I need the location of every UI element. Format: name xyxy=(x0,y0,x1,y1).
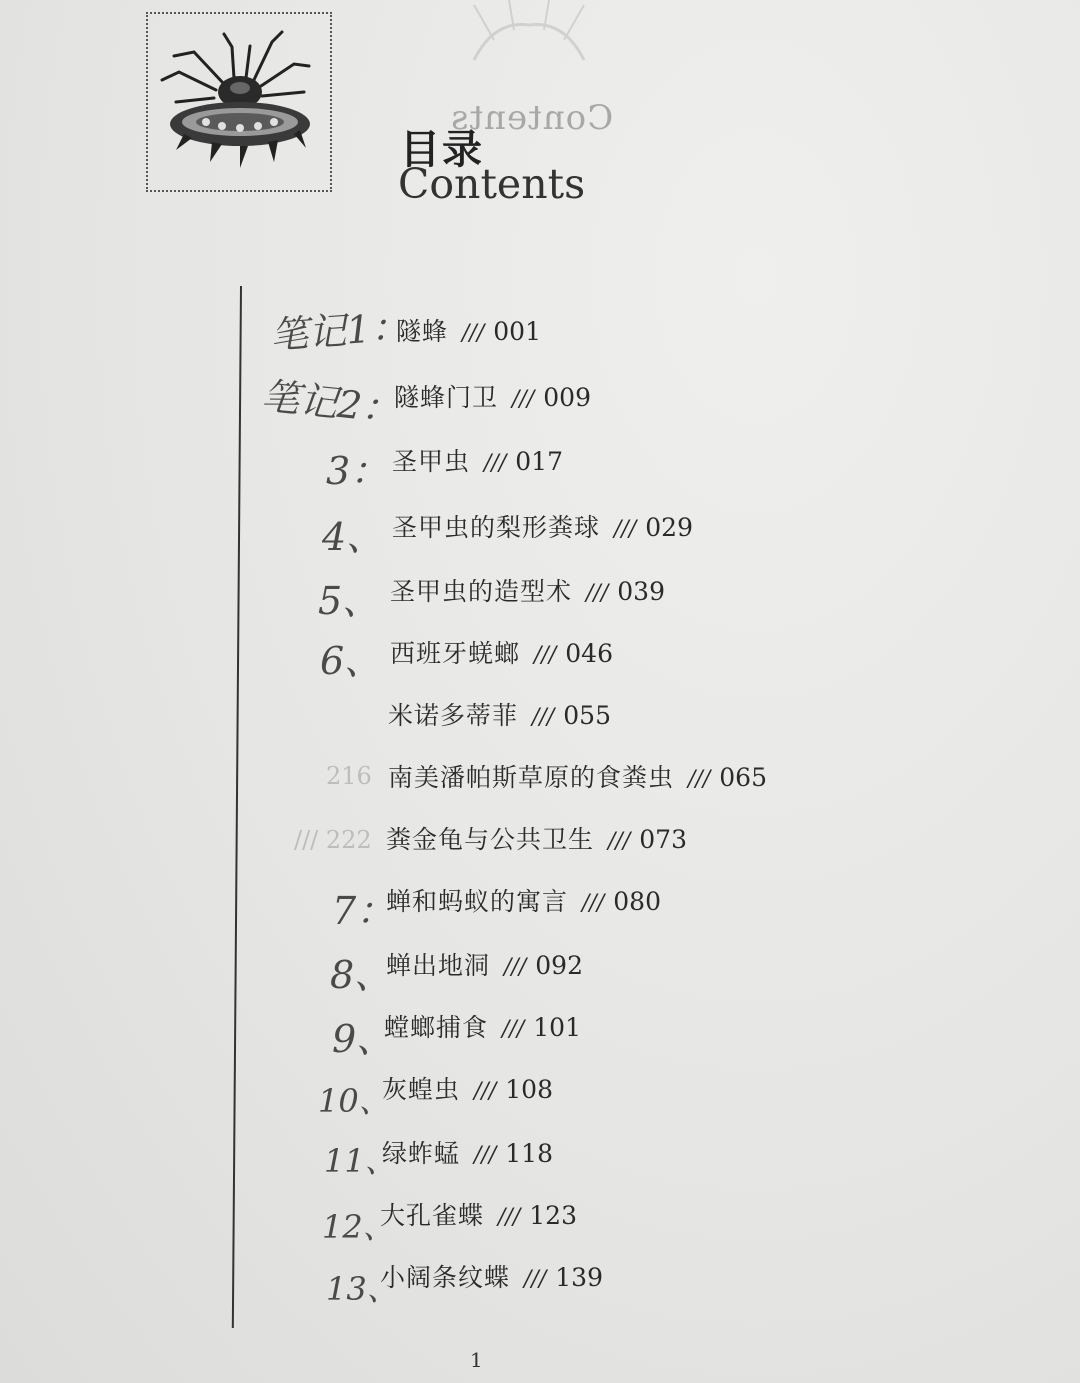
toc-entry[interactable] xyxy=(390,572,665,608)
toc-entry[interactable] xyxy=(392,508,693,544)
toc-entry-separator: /// xyxy=(474,1079,497,1104)
toc-entry-separator: /// xyxy=(586,581,609,606)
toc-entry-page: 123 xyxy=(529,1201,577,1230)
bleed-through-number: 216 xyxy=(326,762,372,790)
toc-entry-separator: /// xyxy=(608,829,631,854)
bleed-through-contents: Contents xyxy=(450,98,614,138)
toc-entry[interactable] xyxy=(388,696,611,732)
toc-entry-title: 西班牙蜣螂 xyxy=(390,639,521,668)
toc-entry-page: 108 xyxy=(505,1075,553,1104)
handwritten-note: 11、 xyxy=(324,1142,397,1180)
handwritten-note: 4、 xyxy=(322,515,385,559)
toc-entry-separator: /// xyxy=(532,705,555,730)
toc-entry[interactable] xyxy=(390,634,613,670)
toc-entry-page: 118 xyxy=(505,1139,553,1168)
toc-entry-title: 圣甲虫的造型术 xyxy=(390,577,573,606)
toc-entry-title: 绿蚱蜢 xyxy=(382,1139,461,1168)
handwritten-note: 6、 xyxy=(320,639,383,683)
toc-entry-separator: /// xyxy=(524,1267,547,1292)
toc-entry-title: 大孔雀蝶 xyxy=(380,1201,485,1230)
toc-entry-page: 009 xyxy=(543,383,591,412)
toc-entry[interactable] xyxy=(382,1134,553,1170)
toc-entry[interactable] xyxy=(380,1196,577,1232)
toc-entry-separator: /// xyxy=(474,1143,497,1168)
toc-entry-title: 米诺多蒂菲 xyxy=(388,701,519,730)
toc-entry-title: 隧蜂 xyxy=(396,317,449,346)
handwritten-note: 10、 xyxy=(318,1082,391,1120)
toc-entry-title: 圣甲虫 xyxy=(392,447,471,476)
toc-entry-separator: /// xyxy=(502,1017,525,1042)
handwritten-note: 笔记2： xyxy=(259,373,402,433)
toc-entry-separator: /// xyxy=(504,955,527,980)
toc-entry-title: 南美潘帕斯草原的食粪虫 xyxy=(388,763,675,792)
toc-entry-page: 046 xyxy=(565,639,613,668)
toc-entry-title: 粪金龟与公共卫生 xyxy=(386,825,595,854)
handwritten-note: 7： xyxy=(332,889,395,933)
toc-entry-page: 092 xyxy=(535,951,583,980)
toc-entry[interactable] xyxy=(394,378,591,414)
handwritten-note: 12、 xyxy=(322,1208,395,1246)
toc-entry-page: 055 xyxy=(563,701,611,730)
handwritten-note: 13、 xyxy=(326,1270,399,1308)
toc-entry-page: 101 xyxy=(533,1013,581,1042)
toc-entry-separator: /// xyxy=(582,891,605,916)
page-title-chinese: 目录 xyxy=(400,127,484,173)
toc-entry[interactable] xyxy=(386,820,687,856)
handwritten-note: 笔记1： xyxy=(268,304,410,358)
toc-entry-separator: /// xyxy=(498,1205,521,1230)
toc-entry-title: 灰蝗虫 xyxy=(382,1075,461,1104)
toc-entry-page: 139 xyxy=(555,1263,603,1292)
toc-entry[interactable] xyxy=(384,1008,581,1044)
toc-entry-separator: /// xyxy=(688,767,711,792)
toc-entry-page: 029 xyxy=(645,513,693,542)
handwritten-note: 9、 xyxy=(332,1017,395,1061)
toc-entry[interactable] xyxy=(386,882,661,918)
toc-entry-page: 001 xyxy=(493,317,541,346)
page-number: 1 xyxy=(470,1348,483,1372)
toc-entry-title: 圣甲虫的梨形粪球 xyxy=(392,513,601,542)
toc-entry-page: 039 xyxy=(617,577,665,606)
toc-entry[interactable] xyxy=(386,946,583,982)
toc-entry-separator: /// xyxy=(534,643,557,668)
handwritten-note: 3： xyxy=(326,449,389,493)
toc-entry-title: 螳螂捕食 xyxy=(384,1013,489,1042)
toc-entry-separator: /// xyxy=(484,451,507,476)
toc-entry[interactable] xyxy=(396,312,541,348)
toc-entry-title: 蝉和蚂蚁的寓言 xyxy=(386,887,569,916)
toc-entry-page: 017 xyxy=(515,447,563,476)
handwritten-note: 8、 xyxy=(330,953,393,997)
toc-entry-separator: /// xyxy=(512,387,535,412)
page-title-english: Contents xyxy=(398,160,586,208)
toc-entry-title: 蝉出地洞 xyxy=(386,951,491,980)
toc-entry-title: 隧蜂门卫 xyxy=(394,383,499,412)
toc-entry[interactable] xyxy=(388,758,767,794)
handwritten-note: 5、 xyxy=(318,579,381,623)
toc-entry-page: 073 xyxy=(639,825,687,854)
toc-entry[interactable] xyxy=(392,442,563,478)
toc-entry-page: 065 xyxy=(719,763,767,792)
toc-entry[interactable] xyxy=(382,1070,553,1106)
toc-entry[interactable] xyxy=(380,1258,603,1294)
toc-entry-page: 080 xyxy=(613,887,661,916)
toc-entry-separator: /// xyxy=(462,321,485,346)
toc-entry-separator: /// xyxy=(614,517,637,542)
toc-entry-title: 小阔条纹蝶 xyxy=(380,1263,511,1292)
bleed-through-number: /// 222 xyxy=(294,826,372,854)
